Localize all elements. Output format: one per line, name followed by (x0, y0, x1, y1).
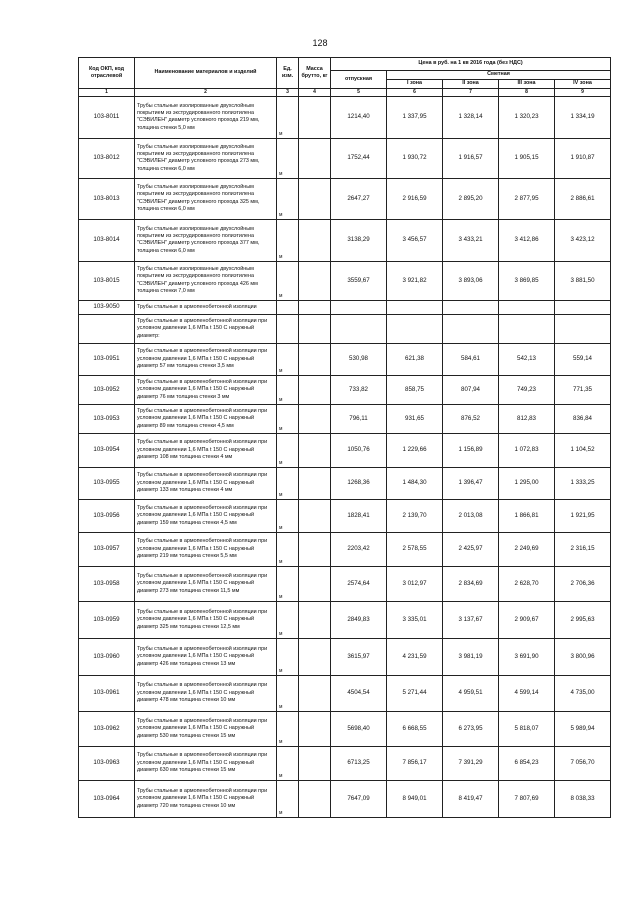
row-zone-2-price: 1 156,89 (443, 433, 499, 467)
row-name: Трубы стальные в армопенобетонной изоляции при условном давлении 1,6 МПа t 150 С наружный диаметр 478 мм толщина стенки 10 мм (135, 675, 277, 711)
row-zone-3-price: 2 877,95 (499, 178, 555, 219)
row-zone-2-price (443, 315, 499, 344)
row-release-price: 1268,36 (331, 467, 387, 499)
row-release-price (331, 315, 387, 344)
row-mass (299, 746, 331, 780)
row-mass (299, 467, 331, 499)
row-release-price: 2849,83 (331, 601, 387, 638)
row-zone-2-price: 807,94 (443, 375, 499, 404)
row-name: Трубы стальные в армопенобетонной изоляции при условном давлении 1,6 МПа t 150 С наружный диаметр 76 мм толщина стенки 3 мм (135, 375, 277, 404)
row-zone-1-price: 3 012,97 (387, 566, 443, 601)
row-code: 103-0953 (79, 404, 135, 433)
row-unit: м (277, 219, 299, 261)
row-unit: м (277, 178, 299, 219)
row-mass (299, 532, 331, 566)
table-row (79, 343, 611, 375)
row-name: Трубы стальные в армопенобетонной изоляции при условном давлении 1,6 МПа t 150 С наружный диаметр 325 мм толщина стенки 12,5 мм (135, 601, 277, 638)
row-zone-1-price: 3 456,57 (387, 219, 443, 261)
row-zone-1-price: 7 856,17 (387, 746, 443, 780)
row-code (79, 315, 135, 344)
row-zone-2-price: 3 137,67 (443, 601, 499, 638)
row-zone-1-price: 5 271,44 (387, 675, 443, 711)
row-zone-3-price: 1 295,00 (499, 467, 555, 499)
row-zone-3-price: 542,13 (499, 343, 555, 375)
row-unit: м (277, 746, 299, 780)
row-release-price: 5698,40 (331, 711, 387, 746)
row-zone-3-price: 6 854,23 (499, 746, 555, 780)
row-zone-3-price: 3 412,86 (499, 219, 555, 261)
row-zone-3-price: 7 807,69 (499, 780, 555, 817)
row-name: Трубы стальные в армопенобетонной изоляции при условном давлении 1,6 МПа t 150 С наружный диаметр 630 мм толщина стенки 15 мм (135, 746, 277, 780)
row-code: 103-0964 (79, 780, 135, 817)
row-zone-1-price: 621,38 (387, 343, 443, 375)
row-mass (299, 96, 331, 138)
table-row (79, 404, 611, 433)
row-unit: м (277, 711, 299, 746)
row-release-price: 3615,97 (331, 638, 387, 675)
row-zone-4-price: 8 038,33 (555, 780, 611, 817)
row-zone-2-price: 6 273,95 (443, 711, 499, 746)
row-zone-1-price: 1 229,66 (387, 433, 443, 467)
row-release-price: 2203,42 (331, 532, 387, 566)
row-release-price: 530,98 (331, 343, 387, 375)
table-row (79, 300, 611, 314)
row-mass (299, 315, 331, 344)
row-zone-1-price: 931,65 (387, 404, 443, 433)
row-zone-3-price: 3 691,90 (499, 638, 555, 675)
table-row (79, 433, 611, 467)
row-mass (299, 499, 331, 532)
row-zone-3-price: 812,83 (499, 404, 555, 433)
row-zone-2-price: 3 893,06 (443, 261, 499, 300)
row-code: 103-0959 (79, 601, 135, 638)
row-zone-4-price: 2 995,63 (555, 601, 611, 638)
row-code: 103-0963 (79, 746, 135, 780)
row-code: 103-8011 (79, 96, 135, 138)
row-zone-2-price: 1 916,57 (443, 138, 499, 178)
header-release: отпускная (331, 71, 387, 89)
row-zone-2-price: 1 328,14 (443, 96, 499, 138)
row-mass (299, 261, 331, 300)
row-mass (299, 433, 331, 467)
row-zone-4-price: 2 706,36 (555, 566, 611, 601)
row-zone-2-price: 2 013,08 (443, 499, 499, 532)
row-mass (299, 375, 331, 404)
row-name: Трубы стальные изолированные двухслойным покрытием из экструдированного полиэтилена "СЭВИЛЕН" диаметр условного прохода 273 мм, толщина стенки 6,0 мм (135, 138, 277, 178)
row-unit: м (277, 138, 299, 178)
row-mass (299, 178, 331, 219)
row-zone-1-price: 2 916,59 (387, 178, 443, 219)
row-mass (299, 300, 331, 314)
row-name: Трубы стальные изолированные двухслойным покрытием из экструдированного полиэтилена "СЭВИЛЕН" диаметр условного прохода 325 мм, толщина стенки 6,0 мм (135, 178, 277, 219)
row-release-price: 7647,09 (331, 780, 387, 817)
row-zone-4-price: 1 104,52 (555, 433, 611, 467)
table-row (79, 315, 611, 344)
row-mass (299, 138, 331, 178)
column-number: 8 (499, 89, 555, 97)
header-zone-3: III зона (499, 80, 555, 89)
row-unit: м (277, 467, 299, 499)
row-release-price: 6713,25 (331, 746, 387, 780)
row-release-price: 3138,29 (331, 219, 387, 261)
row-zone-4-price: 2 886,61 (555, 178, 611, 219)
row-code: 103-0960 (79, 638, 135, 675)
row-zone-3-price: 1 866,81 (499, 499, 555, 532)
row-code: 103-8012 (79, 138, 135, 178)
header-estimate: Сметная (387, 71, 611, 80)
row-zone-4-price: 1 910,87 (555, 138, 611, 178)
table-row (79, 601, 611, 638)
row-zone-3-price: 2 628,70 (499, 566, 555, 601)
row-zone-1-price: 3 921,82 (387, 261, 443, 300)
row-zone-4-price: 3 423,12 (555, 219, 611, 261)
row-zone-3-price: 3 869,85 (499, 261, 555, 300)
header-zone-1: I зона (387, 80, 443, 89)
row-release-price: 796,11 (331, 404, 387, 433)
column-number: 7 (443, 89, 499, 97)
row-release-price: 1214,40 (331, 96, 387, 138)
row-unit: м (277, 499, 299, 532)
column-number: 1 (79, 89, 135, 97)
header-zone-2: II зона (443, 80, 499, 89)
row-zone-2-price: 876,52 (443, 404, 499, 433)
row-release-price: 1752,44 (331, 138, 387, 178)
header-code: Код ОКП, код отраслевой (79, 58, 135, 89)
table-body (79, 96, 611, 817)
row-zone-3-price: 5 818,07 (499, 711, 555, 746)
table-row (79, 711, 611, 746)
row-release-price: 2647,27 (331, 178, 387, 219)
row-zone-3-price: 1 320,23 (499, 96, 555, 138)
row-release-price: 4504,54 (331, 675, 387, 711)
row-zone-1-price: 3 335,01 (387, 601, 443, 638)
row-code: 103-0954 (79, 433, 135, 467)
row-zone-1-price: 6 668,55 (387, 711, 443, 746)
table-row (79, 467, 611, 499)
table-row (79, 780, 611, 817)
row-name: Трубы стальные в армопенобетонной изоляции при условном давлении 1,6 МПа t 150 С наружный диаметр 426 мм толщина стенки 13 мм (135, 638, 277, 675)
row-zone-1-price: 2 139,70 (387, 499, 443, 532)
row-unit: м (277, 780, 299, 817)
row-mass (299, 404, 331, 433)
row-zone-3-price (499, 300, 555, 314)
row-unit: м (277, 532, 299, 566)
row-name: Трубы стальные изолированные двухслойным покрытием из экструдированного полиэтилена "СЭВИЛЕН" диаметр условного прохода 377 мм, толщина стенки 6,0 мм (135, 219, 277, 261)
row-code: 103-0957 (79, 532, 135, 566)
row-unit: м (277, 375, 299, 404)
table-row (79, 375, 611, 404)
row-zone-2-price: 3 433,21 (443, 219, 499, 261)
row-zone-1-price (387, 315, 443, 344)
row-release-price: 3559,67 (331, 261, 387, 300)
row-unit: м (277, 433, 299, 467)
row-zone-1-price: 2 578,55 (387, 532, 443, 566)
row-zone-4-price: 559,14 (555, 343, 611, 375)
row-unit: м (277, 638, 299, 675)
row-unit: м (277, 566, 299, 601)
header-unit: Ед. изм. (277, 58, 299, 89)
row-zone-4-price: 1 333,25 (555, 467, 611, 499)
row-zone-2-price: 4 959,51 (443, 675, 499, 711)
row-zone-1-price: 1 484,30 (387, 467, 443, 499)
row-release-price: 733,82 (331, 375, 387, 404)
row-code: 103-0952 (79, 375, 135, 404)
row-unit (277, 315, 299, 344)
row-zone-1-price: 858,75 (387, 375, 443, 404)
row-code: 103-9050 (79, 300, 135, 314)
row-unit: м (277, 343, 299, 375)
row-zone-4-price (555, 315, 611, 344)
row-name: Трубы стальные в армопенобетонной изоляции (135, 300, 277, 314)
row-code: 103-0955 (79, 467, 135, 499)
row-code: 103-0951 (79, 343, 135, 375)
row-name: Трубы стальные в армопенобетонной изоляции при условном давлении 1,6 МПа t 150 С наружный диаметр 273 мм толщина стенки 11,5 мм (135, 566, 277, 601)
header-zone-4: IV зона (555, 80, 611, 89)
row-zone-2-price (443, 300, 499, 314)
row-unit: м (277, 675, 299, 711)
row-zone-1-price (387, 300, 443, 314)
row-name: Трубы стальные в армопенобетонной изоляции при условном давлении 1,6 МПа t 150 С наружный диаметр 89 мм толщина стенки 4,5 мм (135, 404, 277, 433)
row-zone-2-price: 2 425,97 (443, 532, 499, 566)
table-row (79, 566, 611, 601)
column-number: 5 (331, 89, 387, 97)
row-code: 103-0962 (79, 711, 135, 746)
row-zone-3-price (499, 315, 555, 344)
row-mass (299, 219, 331, 261)
table-row (79, 499, 611, 532)
row-code: 103-8014 (79, 219, 135, 261)
row-zone-1-price: 4 231,59 (387, 638, 443, 675)
row-zone-2-price: 3 981,19 (443, 638, 499, 675)
row-zone-3-price: 749,23 (499, 375, 555, 404)
row-code: 103-0956 (79, 499, 135, 532)
header-price-group: Цена в руб. на 1 кв 2016 года (без НДС) (331, 58, 611, 71)
row-zone-4-price: 7 056,70 (555, 746, 611, 780)
row-zone-2-price: 1 396,47 (443, 467, 499, 499)
table-row (79, 638, 611, 675)
column-number: 6 (387, 89, 443, 97)
row-zone-4-price: 5 989,94 (555, 711, 611, 746)
row-name: Трубы стальные изолированные двухслойным покрытием из экструдированного полиэтилена "СЭВИЛЕН" диаметр условного прохода 426 мм толщина стенки 7,0 мм (135, 261, 277, 300)
row-zone-3-price: 2 249,69 (499, 532, 555, 566)
page-number: 128 (312, 38, 328, 48)
row-zone-4-price: 4 735,00 (555, 675, 611, 711)
row-name: Трубы стальные в армопенобетонной изоляции при условном давлении 1,6 МПа t 150 С наружный диаметр 57 мм толщина стенки 3,5 мм (135, 343, 277, 375)
table-row (79, 746, 611, 780)
row-release-price: 1828,41 (331, 499, 387, 532)
row-name: Трубы стальные в армопенобетонной изоляции при условном давлении 1,6 МПа t 150 С наружный диаметр 530 мм толщина стенки 15 мм (135, 711, 277, 746)
table-row (79, 219, 611, 261)
row-name: Трубы стальные в армопенобетонной изоляции при условном давлении 1,6 МПа t 150 С наружный диаметр 108 мм толщина стенки 4 мм (135, 433, 277, 467)
row-zone-3-price: 4 599,14 (499, 675, 555, 711)
row-zone-2-price: 584,61 (443, 343, 499, 375)
row-name: Трубы стальные в армопенобетонной изоляции при условном давлении 1,6 МПа t 150 С наружный диаметр 133 мм толщина стенки 4 мм (135, 467, 277, 499)
row-name: Трубы стальные изолированные двухслойным покрытием из экструдированного полиэтилена "СЭВИЛЕН" диаметр условного прохода 219 мм, толщина стенки 5,0 мм (135, 96, 277, 138)
row-mass (299, 638, 331, 675)
table-row (79, 261, 611, 300)
row-zone-4-price: 3 881,50 (555, 261, 611, 300)
row-mass (299, 780, 331, 817)
row-mass (299, 566, 331, 601)
row-zone-2-price: 8 419,47 (443, 780, 499, 817)
row-unit: м (277, 404, 299, 433)
row-mass (299, 675, 331, 711)
table-row (79, 138, 611, 178)
row-unit: м (277, 261, 299, 300)
row-release-price (331, 300, 387, 314)
row-name: Трубы стальные в армопенобетонной изоляции при условном давлении 1,6 МПа t 150 С наружный диаметр 720 мм толщина стенки 10 мм (135, 780, 277, 817)
table-row (79, 675, 611, 711)
row-zone-4-price: 2 316,15 (555, 532, 611, 566)
column-number: 2 (135, 89, 277, 97)
row-zone-4-price: 771,35 (555, 375, 611, 404)
row-code: 103-8015 (79, 261, 135, 300)
row-zone-3-price: 1 905,15 (499, 138, 555, 178)
column-number: 9 (555, 89, 611, 97)
table-row (79, 178, 611, 219)
row-zone-4-price (555, 300, 611, 314)
row-unit (277, 300, 299, 314)
row-unit: м (277, 601, 299, 638)
row-release-price: 2574,64 (331, 566, 387, 601)
row-zone-1-price: 1 930,72 (387, 138, 443, 178)
row-zone-3-price: 2 909,67 (499, 601, 555, 638)
row-name: Трубы стальные в армопенобетонной изоляции при условном давлении 1,6 МПа t 150 С наружный диаметр 159 мм толщина стенки 4,5 мм (135, 499, 277, 532)
row-zone-4-price: 1 921,95 (555, 499, 611, 532)
row-name: Трубы стальные в армопенобетонной изоляции при условном давлении 1,6 МПа t 150 С наружный диаметр: (135, 315, 277, 344)
row-zone-2-price: 2 834,69 (443, 566, 499, 601)
row-mass (299, 343, 331, 375)
row-zone-2-price: 7 391,29 (443, 746, 499, 780)
row-release-price: 1050,76 (331, 433, 387, 467)
row-code: 103-8013 (79, 178, 135, 219)
column-number: 3 (277, 89, 299, 97)
row-zone-4-price: 836,84 (555, 404, 611, 433)
column-number: 4 (299, 89, 331, 97)
header-name: Наименование материалов и изделий (135, 58, 277, 89)
table-row (79, 96, 611, 138)
row-zone-1-price: 1 337,95 (387, 96, 443, 138)
table-row (79, 532, 611, 566)
row-mass (299, 601, 331, 638)
header-mass: Масса брутто, кг (299, 58, 331, 89)
row-name: Трубы стальные в армопенобетонной изоляции при условном давлении 1,6 МПа t 150 С наружный диаметр 219 мм толщина стенки 5,5 мм (135, 532, 277, 566)
row-zone-2-price: 2 895,20 (443, 178, 499, 219)
row-zone-1-price: 8 949,01 (387, 780, 443, 817)
price-table (78, 57, 611, 818)
row-code: 103-0958 (79, 566, 135, 601)
row-zone-4-price: 1 334,19 (555, 96, 611, 138)
row-code: 103-0961 (79, 675, 135, 711)
row-zone-3-price: 1 072,83 (499, 433, 555, 467)
row-mass (299, 711, 331, 746)
row-unit: м (277, 96, 299, 138)
row-zone-4-price: 3 800,96 (555, 638, 611, 675)
